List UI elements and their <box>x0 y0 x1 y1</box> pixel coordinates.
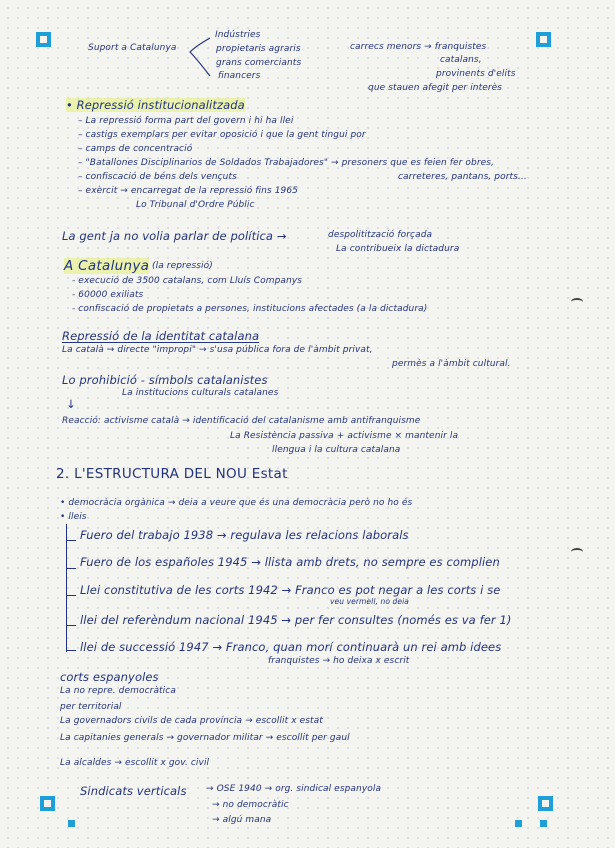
corts-line: La capitanies generals → governador militar → escollit per gaul <box>60 733 350 743</box>
side-note: carreteres, pantans, ports... <box>398 172 527 182</box>
supporter-item: financers <box>218 71 261 81</box>
law-item: Fuero de los españoles 1945 → llista amb drets, no sempre es complien <box>80 555 500 569</box>
law-item: llei del referèndum nacional 1945 → per fer consultes (només es va fer 1) <box>80 613 512 627</box>
corts-line: La governadors civils de cada província → escollit x estat <box>60 716 323 726</box>
bullet-line: • lleis <box>60 512 87 522</box>
catalunya-title: A Catalunya <box>64 258 150 274</box>
list-item: – La repressió forma part del govern i hi ha llei <box>78 116 294 126</box>
law-note: franquistes → ho deixa x escrit <box>268 656 410 666</box>
suport-label: Suport a Catalunya <box>88 43 177 53</box>
list-item: – exèrcit → encarregat de la repressió fins 1965 <box>78 186 299 196</box>
supporter-item: grans comerciants <box>216 58 302 68</box>
list-item: – castigs exemplars per evitar oposició i que la gent tingui por <box>78 130 366 140</box>
right-note: carrecs menors → franquistes <box>350 42 487 52</box>
right-note: catalans, <box>440 55 482 65</box>
law-item: Fuero del trabajo 1938 → regulava les relacions laborals <box>80 528 409 542</box>
law-note: veu vermell, no deia <box>330 597 409 606</box>
list-item: Lo Tribunal d'Ordre Públic <box>136 200 255 210</box>
list-item: – camps de concentració <box>78 144 193 154</box>
list-item: – "Batallones Disciplinarios de Soldados Trabajadores" → presoners que es feien fer obres, <box>78 158 495 168</box>
list-item: – confiscació de béns dels vençuts <box>78 172 237 182</box>
list-item: - 60000 exiliats <box>72 290 144 300</box>
section-title: • Repressió institucionalitzada <box>66 98 245 112</box>
law-tick <box>66 568 76 570</box>
sindicats-line: → no democràtic <box>212 800 289 810</box>
corts-line: La alcaldes → escollit x gov. civil <box>60 758 210 768</box>
section-heading: 2. L'ESTRUCTURA DEL NOU Estat <box>56 466 288 482</box>
identitat-title: Repressió de la identitat catalana <box>62 329 260 343</box>
reaccio-line: Reacció: activisme català → identificació del catalanisme amb antifranquisme <box>62 416 421 426</box>
law-tick <box>66 595 76 597</box>
gent-note: La contribueix la dictadura <box>336 244 460 254</box>
law-tick <box>66 650 76 652</box>
law-item: llei de successió 1947 → Franco, quan morí continuarà un rei amb idees <box>80 640 502 654</box>
sindicats-line: → algú mana <box>212 815 272 825</box>
law-tick <box>66 540 76 542</box>
catalunya-sub: (la repressió) <box>152 261 213 271</box>
right-note: que stauen afegit per interès <box>368 83 503 93</box>
supporter-item: propietaris agraris <box>216 44 301 54</box>
right-note: provinents d'elits <box>436 69 516 79</box>
sindicats-title: Sindicats verticals <box>80 784 187 798</box>
laws-bracket <box>66 524 67 652</box>
list-item: - execució de 3500 catalans, com Lluís Companys <box>72 276 303 286</box>
identitat-line: La català → directe "impropi" → s'usa pública fora de l'àmbit privat, <box>62 345 373 355</box>
list-item: - confiscació de propietats a persones, institucions afectades (a la dictadura) <box>72 304 428 314</box>
law-item: Llei constitutiva de les corts 1942 → Franco es pot negar a les corts i se <box>80 583 501 597</box>
gent-line: La gent ja no volia parlar de política → <box>62 229 287 243</box>
prohibicio-line: La institucions culturals catalanes <box>122 388 279 398</box>
supporter-item: Indústries <box>215 30 261 40</box>
bullet-line: • democràcia orgànica → deia a veure que és una democràcia però no ho és <box>60 498 413 508</box>
identitat-line: permès a l'àmbit cultural. <box>392 359 511 369</box>
prohibicio-line: Lo prohibició - símbols catalanistes <box>62 373 268 387</box>
corts-title: corts espanyoles <box>60 670 159 684</box>
resistencia-line: La Resistència passiva + activisme × mantenir la <box>230 431 459 441</box>
corts-line: La no repre. democràtica <box>60 686 176 696</box>
down-arrow-icon: ↓ <box>66 397 76 411</box>
resistencia-line: llengua i la cultura catalana <box>272 445 401 455</box>
corts-line: per territorial <box>60 702 122 712</box>
sindicats-line: → OSE 1940 → org. sindical espanyola <box>206 784 382 794</box>
law-tick <box>66 625 76 627</box>
gent-note: despolitització forçada <box>328 230 433 240</box>
